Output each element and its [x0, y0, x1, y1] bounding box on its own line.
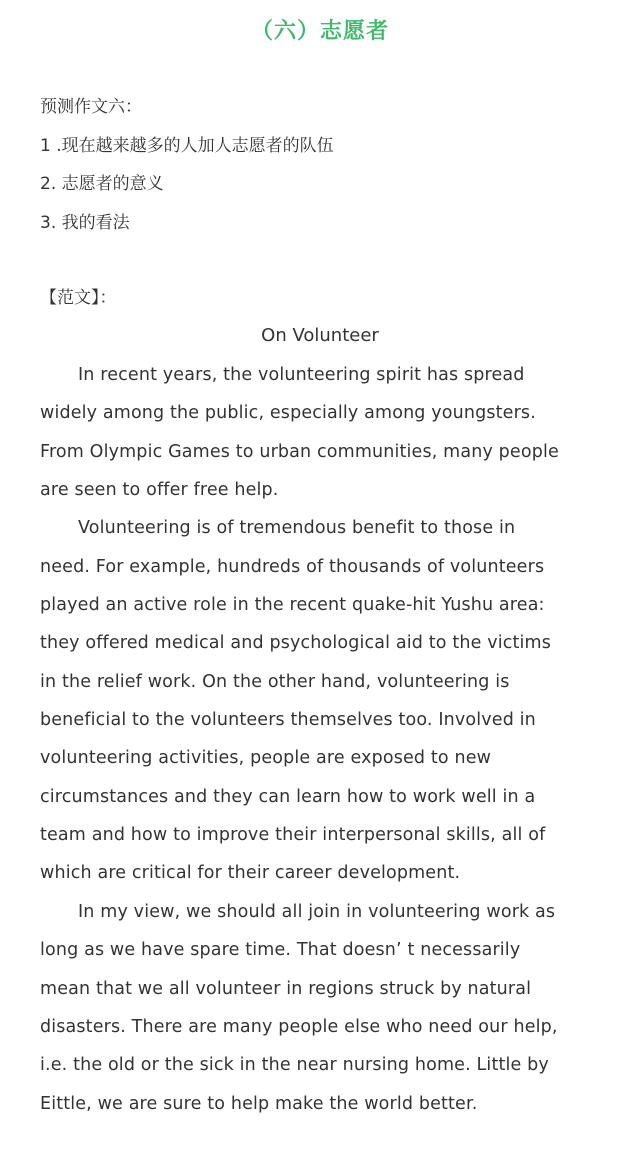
essay-line: played an active role in the recent quake-hit Yushu area: [40, 595, 545, 616]
essay-line: i.e. the old or the sick in the near nursing home. Little by [40, 1055, 549, 1076]
essay-line: beneficial to the volunteers themselves too. Involved in [40, 710, 536, 731]
essay-body [40, 356, 612, 1123]
prompt-point: 1 .现在越来越多的人加人志愿者的队伍 [40, 135, 334, 156]
essay-line: they offered medical and psychological aid to the victims [40, 633, 551, 654]
essay-line: in the relief work. On the other hand, volunteering is [40, 671, 510, 692]
essay-line: team and how to improve their interpersonal skills, all of [40, 825, 546, 846]
essay-line: mean that we all volunteer in regions struck by natural [40, 978, 532, 999]
essay-line: Eittle, we are sure to help make the world better. [40, 1093, 478, 1114]
prompt-block [40, 88, 600, 242]
essay-line: are seen to offer free help. [40, 480, 279, 501]
essay-line: which are critical for their career development. [40, 863, 461, 884]
sample-essay-label: 【范文】： [40, 288, 117, 308]
prompt-point: 2. 志愿者的意义 [40, 174, 164, 194]
essay-line: need. For example, hundreds of thousands of volunteers [40, 556, 545, 577]
essay-line: circumstances and they can learn how to work well in a [40, 786, 536, 807]
section-title: （六）志愿者 [250, 19, 389, 44]
essay-line: volunteering activities, people are exposed to new [40, 748, 492, 769]
prompt-point: 3. 我的看法 [40, 212, 130, 233]
essay-line: long as we have spare time. That doesn’ t necessarily [40, 940, 521, 961]
essay-line: Volunteering is of tremendous benefit to those in [78, 518, 516, 539]
prompt-heading: 预测作文六： [40, 97, 142, 117]
essay-line: widely among the public, especially among youngsters. [40, 403, 536, 424]
essay-title: On Volunteer [261, 325, 379, 346]
essay-line: disasters. There are many people else who need our help, [40, 1016, 558, 1037]
essay-line: From Olympic Games to urban communities, many people [40, 441, 559, 462]
essay-line: In recent years, the volunteering spirit has spread [78, 365, 525, 385]
essay-line: In my view, we should all join in volunteering work as [78, 901, 556, 922]
